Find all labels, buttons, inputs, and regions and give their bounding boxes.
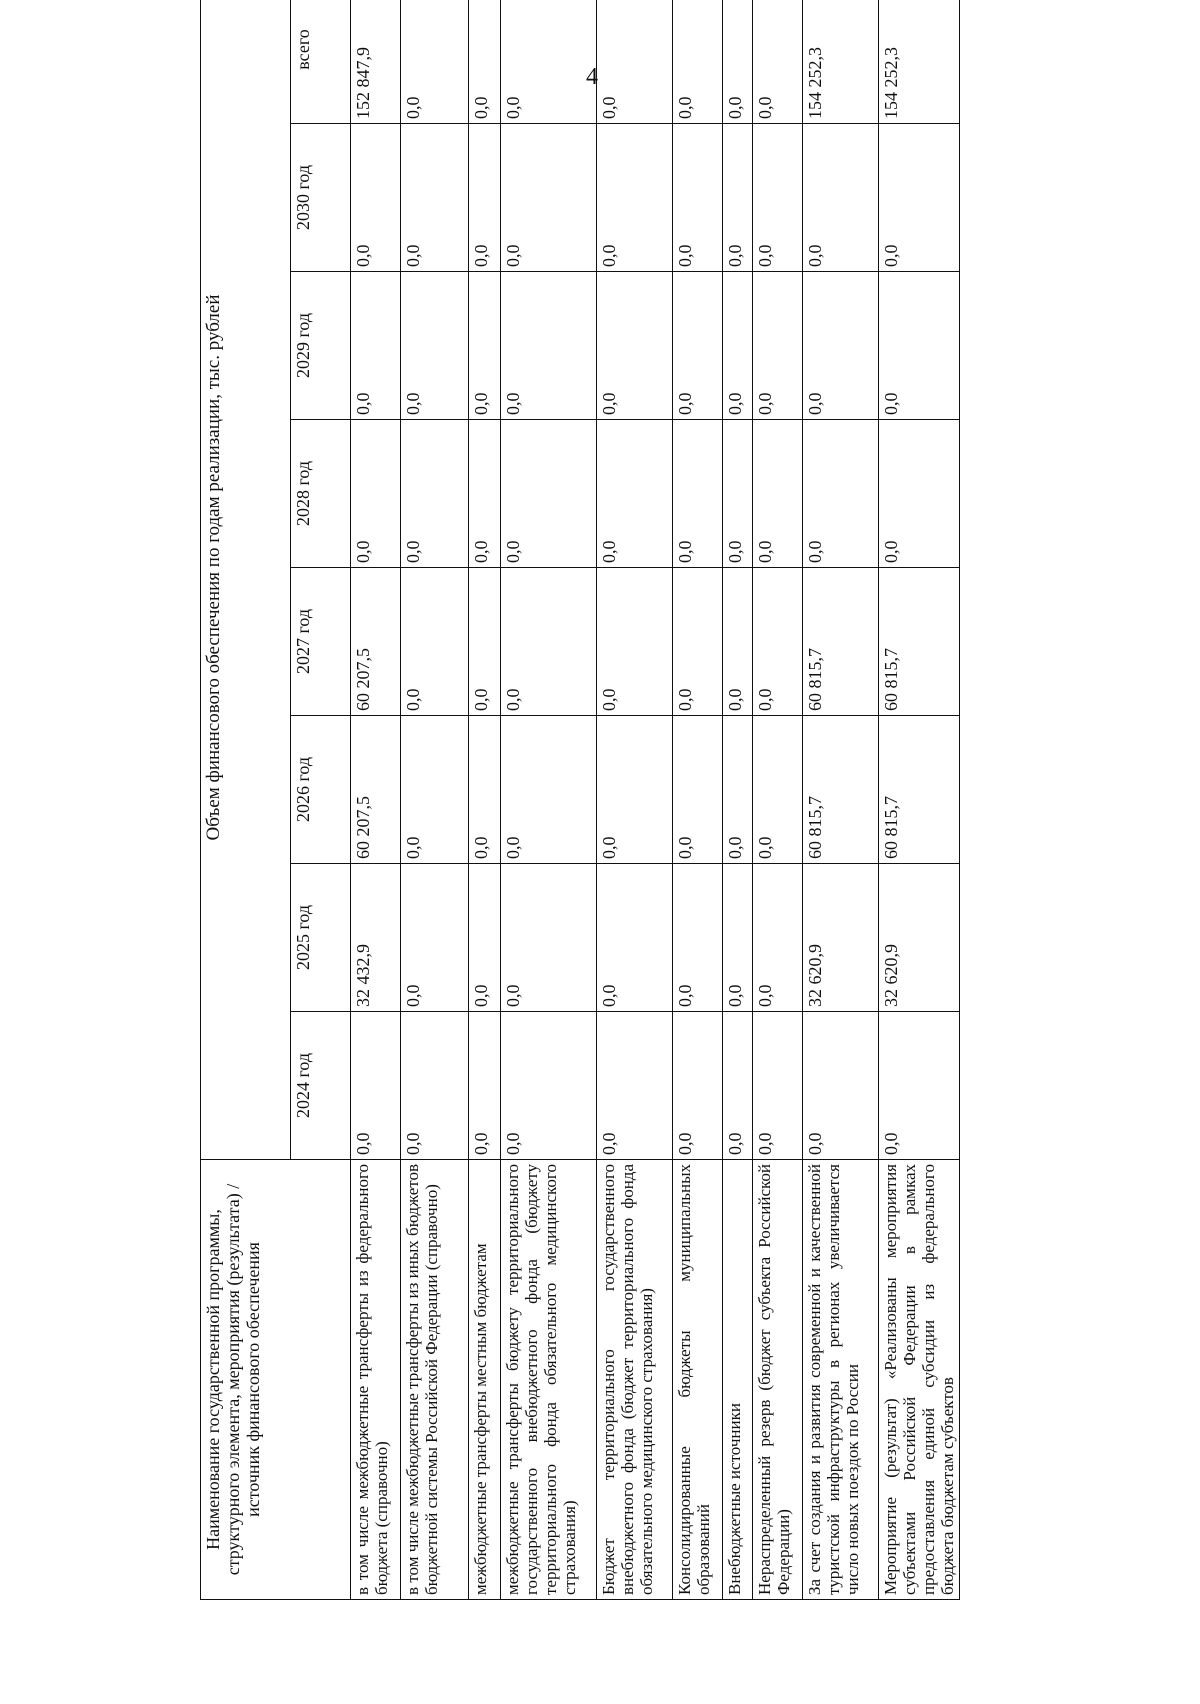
row-year-value: 60 815,7: [803, 568, 879, 716]
row-year-value: 0,0: [351, 1012, 401, 1160]
row-year-value: 0,0: [597, 716, 673, 864]
row-year-value: 0,0: [753, 568, 803, 716]
row-year-value: 0,0: [723, 272, 753, 420]
row-year-value: 0,0: [803, 272, 879, 420]
row-year-value: 0,0: [673, 864, 723, 1012]
row-year-value: 0,0: [351, 124, 401, 272]
row-total-value: 0,0: [469, 0, 501, 124]
row-year-value: 0,0: [597, 1012, 673, 1160]
row-year-value: 0,0: [597, 420, 673, 568]
table-row: [469, 0, 501, 1600]
row-year-value: 0,0: [501, 272, 597, 420]
table-row: [597, 0, 673, 1600]
row-year-value: 0,0: [469, 420, 501, 568]
row-year-value: 0,0: [501, 864, 597, 1012]
page-number: 4: [586, 64, 598, 90]
row-year-value: 0,0: [673, 124, 723, 272]
financing-table: [200, 0, 960, 1600]
row-year-value: 0,0: [723, 1012, 753, 1160]
header-volume-cell: Объем финансового обеспечения по годам реализации, тыс. рублей: [201, 0, 291, 1160]
table-row: [351, 0, 401, 1600]
row-total-value: 0,0: [401, 0, 469, 124]
header-year-cell: 2027 год: [291, 568, 351, 716]
row-year-value: 0,0: [597, 568, 673, 716]
row-year-value: 0,0: [879, 420, 960, 568]
row-year-value: 0,0: [803, 1012, 879, 1160]
row-year-value: 0,0: [469, 272, 501, 420]
header-year-cell: 2025 год: [291, 864, 351, 1012]
row-year-value: 0,0: [673, 420, 723, 568]
row-year-value: 60 207,5: [351, 568, 401, 716]
row-year-value: 0,0: [879, 272, 960, 420]
row-year-value: 32 432,9: [351, 864, 401, 1012]
row-total-value: 0,0: [597, 0, 673, 124]
table-row: [753, 0, 803, 1600]
row-label: в том числе межбюджетные трансферты из федерального бюджета (справочно): [351, 1160, 401, 1600]
row-year-value: 0,0: [501, 420, 597, 568]
row-year-value: 0,0: [469, 124, 501, 272]
table-row: [723, 0, 753, 1600]
row-label: Внебюджетные источники: [723, 1160, 753, 1600]
row-year-value: 0,0: [753, 864, 803, 1012]
row-label: Консолидированные бюджеты муниципальных образований: [673, 1160, 723, 1600]
row-year-value: 0,0: [501, 1012, 597, 1160]
row-year-value: 0,0: [723, 568, 753, 716]
header-year-cell: 2024 год: [291, 1012, 351, 1160]
header-year-cell: 2026 год: [291, 716, 351, 864]
row-year-value: 0,0: [469, 1012, 501, 1160]
row-year-value: 0,0: [803, 124, 879, 272]
row-year-value: 0,0: [723, 420, 753, 568]
row-year-value: 0,0: [469, 864, 501, 1012]
header-year-cell: 2028 год: [291, 420, 351, 568]
row-total-value: 152 847,9: [351, 0, 401, 124]
row-label: межбюджетные трансферты бюджету территориального государственного внебюджетного фонда (бюджету территориального фонда обязательного медицинского страхования): [501, 1160, 597, 1600]
row-year-value: 0,0: [753, 272, 803, 420]
row-year-value: 0,0: [401, 1012, 469, 1160]
rotated-table-wrapper: [200, 29, 958, 1600]
header-year-cell: 2030 год: [291, 124, 351, 272]
row-year-value: 60 815,7: [879, 716, 960, 864]
row-total-value: 0,0: [673, 0, 723, 124]
row-year-value: 0,0: [401, 124, 469, 272]
row-year-value: 32 620,9: [803, 864, 879, 1012]
row-year-value: 0,0: [723, 124, 753, 272]
row-year-value: 0,0: [597, 124, 673, 272]
row-label: Бюджет территориального государственного внебюджетного фонда (бюджет территориального фонда обязательного медицинского страхования): [597, 1160, 673, 1600]
row-year-value: 0,0: [501, 568, 597, 716]
table-row: [879, 0, 960, 1600]
row-year-value: 0,0: [723, 716, 753, 864]
row-total-value: 0,0: [723, 0, 753, 124]
row-label: межбюджетные трансферты местным бюджетам: [469, 1160, 501, 1600]
row-year-value: 0,0: [723, 864, 753, 1012]
table-row: [501, 0, 597, 1600]
row-year-value: 0,0: [501, 124, 597, 272]
row-year-value: 0,0: [879, 1012, 960, 1160]
row-total-value: 154 252,3: [879, 0, 960, 124]
row-year-value: 0,0: [753, 124, 803, 272]
header-year-cell: 2029 год: [291, 272, 351, 420]
row-year-value: 0,0: [401, 272, 469, 420]
row-year-value: 60 815,7: [879, 568, 960, 716]
row-year-value: 0,0: [673, 716, 723, 864]
row-year-value: 0,0: [401, 716, 469, 864]
row-year-value: 0,0: [803, 420, 879, 568]
row-year-value: 0,0: [673, 272, 723, 420]
row-year-value: 0,0: [469, 568, 501, 716]
row-total-value: 0,0: [753, 0, 803, 124]
row-year-value: 0,0: [351, 272, 401, 420]
row-year-value: 0,0: [501, 716, 597, 864]
row-year-value: 0,0: [673, 1012, 723, 1160]
row-year-value: 0,0: [673, 568, 723, 716]
row-year-value: 0,0: [597, 272, 673, 420]
row-year-value: 0,0: [753, 716, 803, 864]
row-year-value: 0,0: [401, 864, 469, 1012]
row-label: Мероприятие (результат) «Реализованы мероприятия субъектами Российской Федерации в рамках предоставления единой субсидии из федерального бюджета бюджетам субъектов: [879, 1160, 960, 1600]
row-label: За счет создания и развития современной и качественной туристской инфраструктуры в регионах увеличивается число новых поездок по России: [803, 1160, 879, 1600]
row-year-value: 0,0: [351, 420, 401, 568]
row-year-value: 60 207,5: [351, 716, 401, 864]
row-year-value: 0,0: [401, 568, 469, 716]
row-year-value: 0,0: [879, 124, 960, 272]
header-total-cell: всего: [291, 0, 351, 124]
row-year-value: 0,0: [597, 864, 673, 1012]
row-label: в том числе межбюджетные трансферты из иных бюджетов бюджетной системы Российской Федерации (справочно): [401, 1160, 469, 1600]
table-row: [673, 0, 723, 1600]
row-year-value: 32 620,9: [879, 864, 960, 1012]
row-year-value: 60 815,7: [803, 716, 879, 864]
table-row: [803, 0, 879, 1600]
row-year-value: 0,0: [469, 716, 501, 864]
row-label: Нераспределенный резерв (бюджет субъекта Российской Федерации): [753, 1160, 803, 1600]
header-name-cell: Наименование государственной программы, структурного элемента, мероприятия (результата) / источник финансового обеспечения: [201, 1160, 351, 1600]
row-year-value: 0,0: [401, 420, 469, 568]
row-year-value: 0,0: [753, 1012, 803, 1160]
table-row: [401, 0, 469, 1600]
row-total-value: 0,0: [501, 0, 597, 124]
row-total-value: 154 252,3: [803, 0, 879, 124]
row-year-value: 0,0: [753, 420, 803, 568]
